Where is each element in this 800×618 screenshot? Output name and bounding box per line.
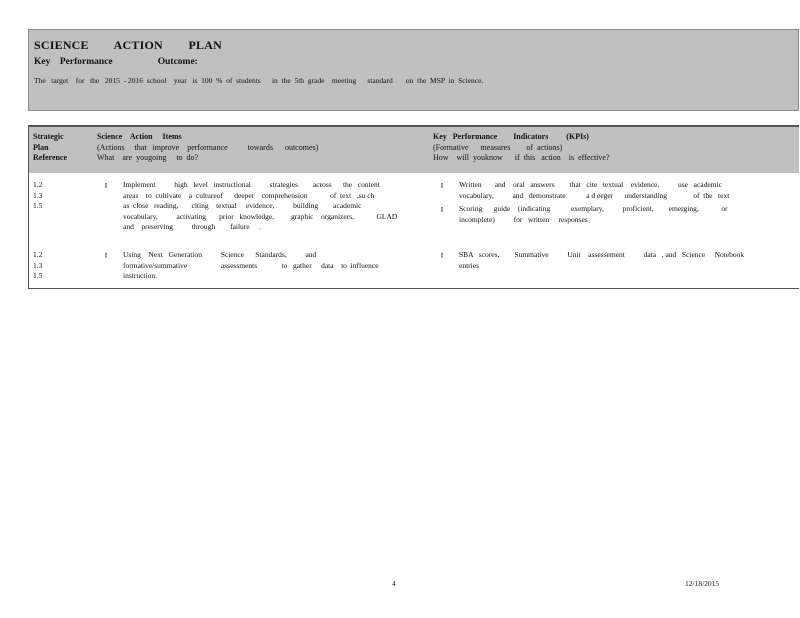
footer-date: 12/18/2015 — [685, 579, 720, 588]
target-statement: The target for the 2015 - 2016 school year is 100 % of students in the 5th grade meeting standard on the MSP in Science. — [34, 76, 484, 85]
header-box — [28, 29, 799, 111]
row-1-kpi-1: Written and oral answers that cite textual evidence, use academic vocabulary, and demonstrate a d eeger understanding of the text — [459, 180, 730, 200]
column-header-strategic-plan-reference: Strategic Plan Reference — [33, 132, 68, 162]
action-plan-table — [28, 125, 799, 289]
row-1-action-item: Implement high level instructional strategies across the content areas to cultivate a cultureof deeper comprehension of text ,su ch as close reading, citing textual evidence, building academic vocabulary, activating prior knowledge, graphic organizers, GLAD and preserving through failure . — [123, 180, 398, 231]
row-2-references: 1.2 1.3 1.5 — [33, 250, 43, 280]
row-2-action-bullet: ▯ — [104, 251, 109, 259]
row-2-action-item: Using Next Generation Science Standards, and formative/summative assessments to gather data to influence instruction. — [123, 250, 379, 280]
row-1-kpi-2: Scoring guide (indicating exemplary, proficient, emerging, or incomplete) for written responses — [459, 204, 728, 224]
table-header — [29, 127, 799, 173]
row-1-action-bullet: ▯ — [104, 181, 109, 189]
row-2-kpi-bullet-1: ▯ — [440, 251, 445, 259]
row-1-kpi-bullet-1: ▯ — [440, 181, 445, 189]
page-number: 4 — [392, 579, 396, 588]
row-1-kpi-bullet-2: ▯ — [440, 205, 445, 213]
column-header-science-action-items: Science Action Items (Actions that improve performance towards outcomes) What are yougoing to do? — [97, 132, 319, 162]
row-1-references: 1.2 1.3 1.5 — [33, 180, 43, 210]
column-header-kpis: Key Performance Indicators (KPIs) (Formative measures of actions) How will youknow if this action is effective? — [433, 132, 610, 162]
key-performance-outcome-label: Key Performance Outcome: — [34, 57, 198, 67]
row-2-kpi-1: SBA scores, Summative Unit assessement data , and Science Notebook entries — [459, 250, 745, 270]
document-title: SCIENCE ACTION PLAN — [34, 38, 222, 52]
